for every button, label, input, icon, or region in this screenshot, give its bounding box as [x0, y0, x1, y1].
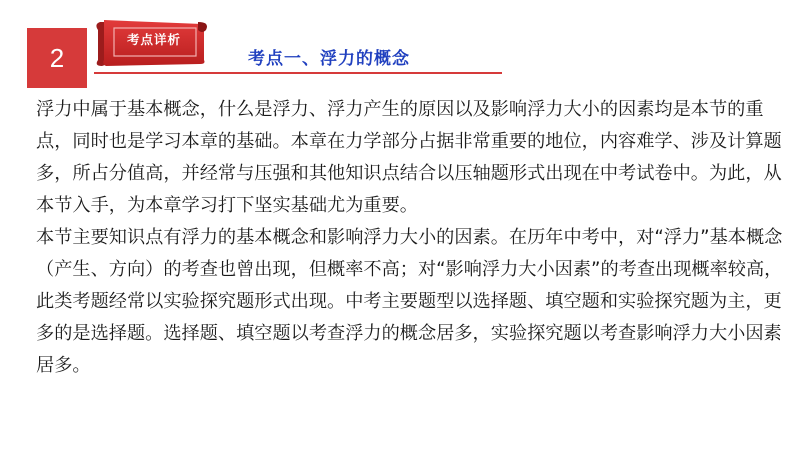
scroll-banner	[94, 16, 210, 68]
paragraph-1: 浮力中属于基本概念，什么是浮力、浮力产生的原因以及影响浮力大小的因素均是本节的重点，同时也是学习本章的基础。本章在力学部分占据非常重要的地位，内容难学、涉及计算题多，所占分值高，并经常与压强和其他知识点结合以压轴题形式出现在中考试卷中。为此，从本节入手，为本章学习打下坚实基础尤为重要。	[36, 99, 782, 216]
banner-label: 考点详析	[126, 32, 181, 47]
body-text	[36, 94, 796, 382]
header-divider	[94, 72, 502, 74]
topic-title: 考点一、浮力的概念	[248, 49, 410, 69]
section-number: 2	[49, 42, 65, 73]
section-number-badge	[27, 28, 87, 88]
paragraph-2: 本节主要知识点有浮力的基本概念和影响浮力大小的因素。在历年中考中，对“浮力”基本概念（产生、方向）的考查也曾出现，但概率不高；对“影响浮力大小因素”的考查出现概率较高，此类考题经常以实验探究题形式出现。中考主要题型以选择题、填空题和实验探究题为主，更多的是选择题。选择题、填空题以考查浮力的概念居多，实验探究题以考查影响浮力大小因素居多。	[36, 227, 783, 376]
